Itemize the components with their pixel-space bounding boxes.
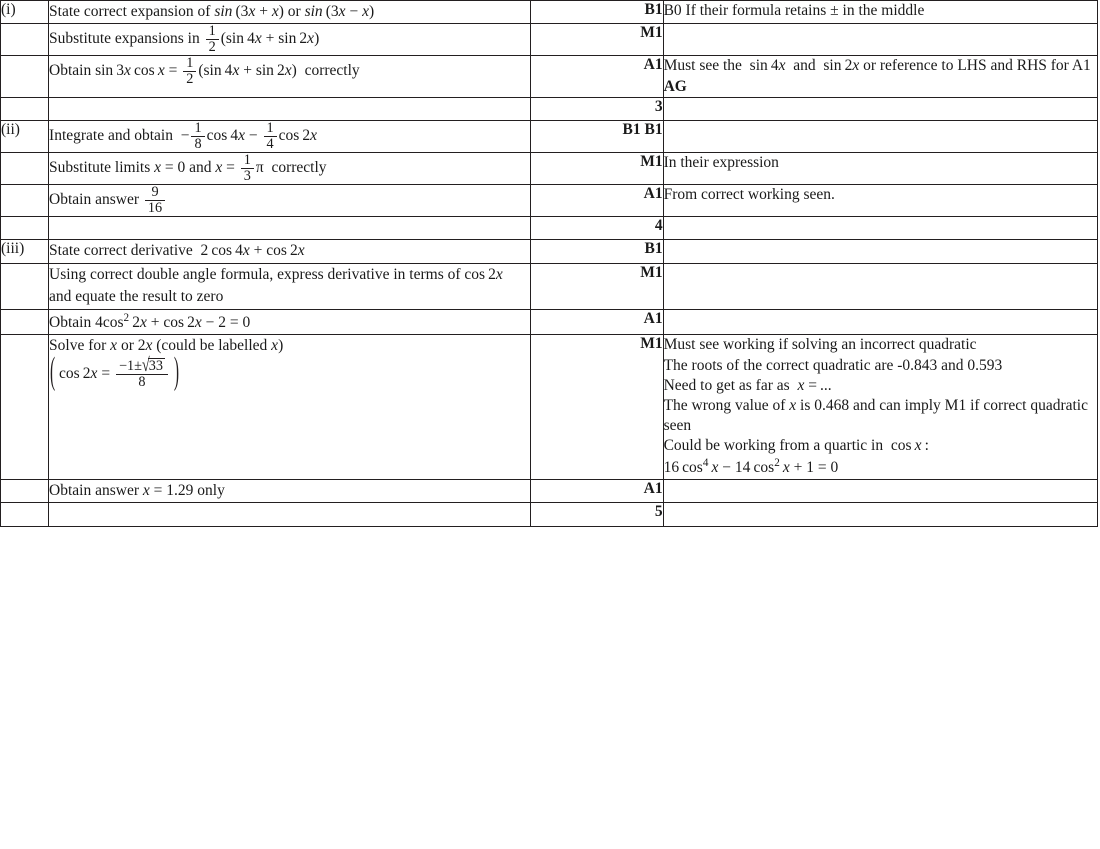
notes-cell	[663, 240, 1097, 263]
mark-code: A1	[531, 479, 663, 502]
part-label	[1, 503, 49, 526]
part-label	[1, 56, 49, 97]
notes-cell	[663, 216, 1097, 239]
solution-cell: Substitute expansions in $\frac{1}{2}$ (sin 4x + sin 2x)	[49, 24, 531, 56]
table-row	[1, 240, 1098, 263]
mark-code: M1	[531, 153, 663, 185]
solution-cell-empty	[49, 216, 531, 239]
notes-cell: In their expression	[663, 153, 1097, 185]
notes-cell: Must see working if solving an incorrect quadratic The roots of the correct quadratic are -0.843 and 0.593 Need to get as far as x = ... The wrong value of x is 0.468 and can imply M1 if correct quadratic seen Could be working from a quartic in cos x : 16 $\cos^4 x - 14$ $\cos^2 x + 1 = 0$	[663, 335, 1097, 479]
table-row	[1, 479, 1098, 502]
marks-total: 3	[531, 97, 663, 120]
notes-cell	[663, 97, 1097, 120]
notes-cell	[663, 503, 1097, 526]
part-label: (iii)	[1, 240, 49, 263]
mark-code: B1	[531, 240, 663, 263]
solution-cell: Obtain $4\cos^2$ 2x + cos 2x − 2 = 0	[49, 309, 531, 335]
mark-code: B1 B1	[531, 121, 663, 153]
table-row-total	[1, 216, 1098, 239]
solution-cell-empty	[49, 503, 531, 526]
table-row	[1, 263, 1098, 309]
table-row	[1, 121, 1098, 153]
notes-cell	[663, 24, 1097, 56]
solution-cell: Obtain sin 3x cos x = $\frac{1}{2}$ (sin 4x + sin 2x) correctly	[49, 56, 531, 97]
solution-cell: State correct expansion of sin (3x + x) or sin (3x − x)	[49, 1, 531, 24]
table-row-total	[1, 97, 1098, 120]
solution-cell: Obtain answer x = 1.29 only	[49, 479, 531, 502]
table-row	[1, 185, 1098, 217]
table-row	[1, 335, 1098, 479]
table-row	[1, 309, 1098, 335]
mark-code: B1	[531, 1, 663, 24]
notes-cell	[663, 309, 1097, 335]
mark-code: A1	[531, 185, 663, 217]
notes-cell	[663, 263, 1097, 309]
solution-cell: Solve for x or 2x (could be labelled x) ( cos 2x = $\frac{-1\pm√33}{8}$ )	[49, 335, 531, 479]
part-label	[1, 97, 49, 120]
part-label	[1, 309, 49, 335]
solution-cell: State correct derivative 2 cos 4x + cos 2x	[49, 240, 531, 263]
part-label	[1, 153, 49, 185]
part-label	[1, 263, 49, 309]
mark-code: M1	[531, 263, 663, 309]
table-body	[1, 1, 1098, 527]
part-label	[1, 185, 49, 217]
marks-total: 5	[531, 503, 663, 526]
notes-cell: Must see the sin 4x and sin 2x or reference to LHS and RHS for A1 AG	[663, 56, 1097, 97]
solution-cell: Using correct double angle formula, express derivative in terms of cos 2x and equate the result to zero	[49, 263, 531, 309]
notes-cell: B0 If their formula retains ± in the middle	[663, 1, 1097, 24]
part-label: (i)	[1, 1, 49, 24]
solution-cell-empty	[49, 97, 531, 120]
table-row	[1, 153, 1098, 185]
table-row	[1, 56, 1098, 97]
solution-cell: Integrate and obtain − $\frac{1}{8}$ cos 4x − $\frac{1}{4}$ cos 2x	[49, 121, 531, 153]
mark-code: M1	[531, 24, 663, 56]
part-label	[1, 479, 49, 502]
part-label	[1, 335, 49, 479]
table-row	[1, 1, 1098, 24]
solution-cell: Substitute limits x = 0 and x = $\frac{1}{3}$ π correctly	[49, 153, 531, 185]
part-label	[1, 216, 49, 239]
marks-total: 4	[531, 216, 663, 239]
mark-code: M1	[531, 335, 663, 479]
mark-code: A1	[531, 56, 663, 97]
part-label: (ii)	[1, 121, 49, 153]
table-row-total	[1, 503, 1098, 526]
notes-cell	[663, 479, 1097, 502]
notes-cell	[663, 121, 1097, 153]
mark-code: A1	[531, 309, 663, 335]
table-row	[1, 24, 1098, 56]
solution-cell: Obtain answer $\frac{9}{16}$	[49, 185, 531, 217]
notes-cell: From correct working seen.	[663, 185, 1097, 217]
part-label	[1, 24, 49, 56]
